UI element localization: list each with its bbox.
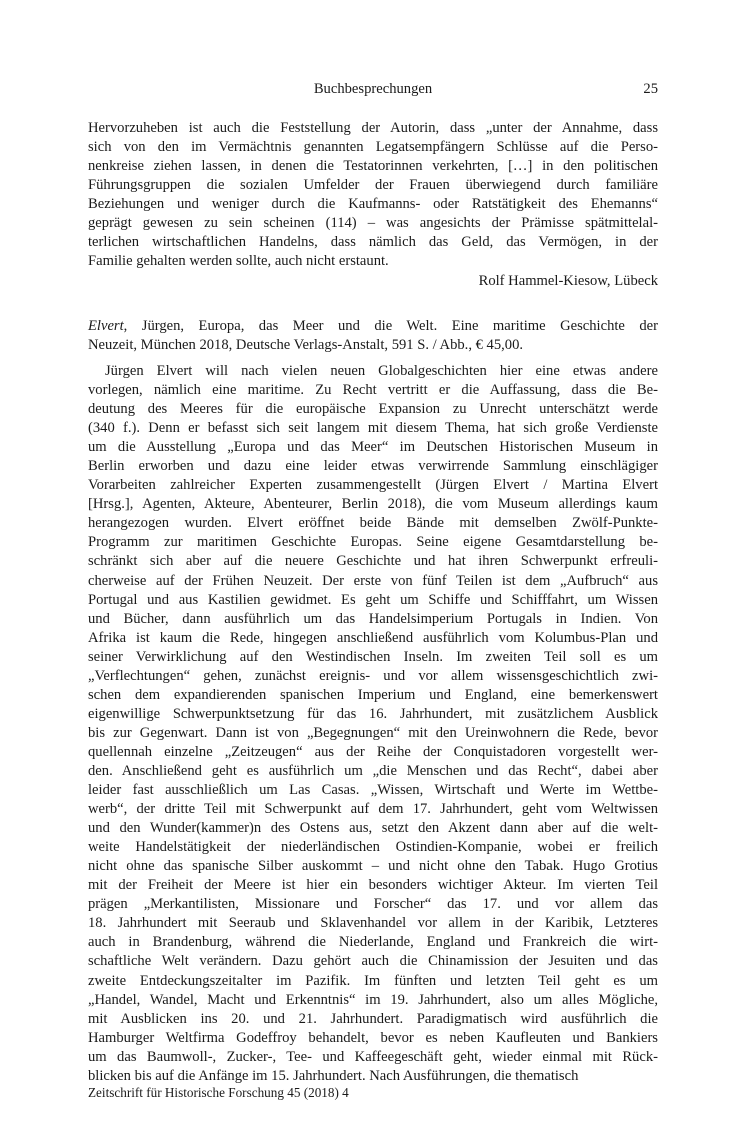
text-line: Berlin erworben und dazu eine leider etwas verwirrende Sammlung einschlägiger [88, 458, 658, 475]
text-line: mit Ausblicken ins 20. und 21. Jahrhundert. Paradigmatisch wird ausführlich die [88, 1010, 658, 1027]
text-line: weite Handelstätigkeit der niederländischen Ostindien-Kompanie, wobei er freilich [88, 839, 658, 856]
text-line: Führungsgruppen die sozialen Umfelder der Frauen überwiegend durch familiäre [88, 177, 658, 194]
text-line: Jürgen Elvert will nach vielen neuen Globalgeschichten hier eine etwas andere [105, 363, 658, 379]
text-line: terlichen wirtschaftlichen Handelns, dass nämlich das Geld, das Vermögen, in der [88, 234, 658, 251]
text-line: schen dem expandierenden spanischen Imperium und England, eine bemerkenswert [88, 686, 658, 703]
text-line: [Hrsg.], Agenten, Akteure, Abenteurer, Berlin 2018), die vom Museum allerdings kaum [88, 496, 658, 513]
text-line: nenkreise ziehen lassen, in denen die Testatorinnen verkehrten, […] in den politischen [88, 158, 658, 175]
text-line: „Verflechtungen“ gehen, zunächst ereignis- und vor allem wissensgeschichtlich zwi- [88, 667, 658, 684]
journal-footer: Zeitschrift für Historische Forschung 45 (2018) 4 [88, 1085, 349, 1100]
text-line: Portugal und aus Kastilien gewidmet. Es geht um Schiffe und Schifffahrt, um Wissen [88, 591, 658, 608]
text-line: werb“, der dritte Teil mit Schwerpunkt auf dem 17. Jahrhundert, geht vom Weltwissen [88, 801, 658, 818]
text-line: Programm zur maritimen Geschichte Europas. Seine eigene Gesamtdarstellung be- [88, 534, 658, 551]
running-header [88, 81, 658, 103]
text-line: um das Baumwoll-, Zucker-, Tee- und Kaffeegeschäft geht, wieder einmal mit Rück- [88, 1048, 658, 1065]
page-number: 25 [643, 81, 658, 97]
review-body-paragraph [88, 362, 658, 1086]
citation-author: Elvert [88, 318, 124, 334]
text-line: Vorarbeiten zahlreicher Experten zusammengestellt (Jürgen Elvert / Martina Elvert [88, 477, 658, 494]
text-line: schränkt sich aber auf die neuere Geschichte und hat ihren Schwerpunkt erfreuli- [88, 553, 658, 570]
text-line: Beziehungen und weniger durch die Kaufmanns- oder Ratstätigkeit des Ehemanns“ [88, 196, 658, 213]
book-citation [88, 317, 658, 355]
text-line: 18. Jahrhundert mit Seeraub und Sklavenhandel vor allem in der Karibik, Letzteres [88, 915, 658, 932]
text-line: und Bücher, dann ausführlich um das Handelsimperium Portugals in Indien. Von [88, 610, 658, 627]
text-line: prägen „Merkantilisten, Missionare und Forscher“ das 17. und vor allem das [88, 896, 658, 913]
text-line: bis zur Gegenwart. Dann ist von „Begegnungen“ mit den Ureinwohnern die Rede, bevor [88, 724, 658, 741]
text-line: cherweise auf der Frühen Neuzeit. Der erste von fünf Teilen ist dem „Aufbruch“ aus [88, 572, 658, 589]
text-line: den. Anschließend geht es ausführlich um „die Menschen und das Recht“, dabei aber [88, 762, 658, 779]
citation-line: Neuzeit, München 2018, Deutsche Verlags-Anstalt, 591 S. / Abb., € 45,00. [88, 337, 524, 354]
text-line: leider fast ausschließlich um Las Casas. „Wissen, Wirtschaft und Werte im Wettbe- [88, 782, 658, 799]
text-line: um die Ausstellung „Europa und das Meer“ im Deutschen Historischen Museum in [88, 439, 658, 456]
text-line: sich von den im Vermächtnis genannten Legatsempfängern Schlüsse auf die Perso- [88, 139, 658, 156]
text-line: blicken bis auf die Anfänge im 15. Jahrhundert. Nach Ausführungen, die thematisch [88, 1067, 579, 1084]
text-line: auch in Brandenburg, während die Niederlande, England und Frankreich die wirt- [88, 934, 658, 951]
running-title: Buchbesprechungen [313, 81, 433, 97]
text-line: schaftliche Welt verändern. Dazu gehört auch die Chinamission der Jesuiten und das [88, 953, 658, 970]
text-line: geprägt gewesen zu sein scheinen (114) – was angesichts der Prämisse spätmittelal- [88, 215, 658, 232]
text-line: Hamburger Weltfirma Godeffroy behandelt, bevor es neben Kaufleuten und Bankiers [88, 1029, 658, 1046]
text-line: herangezogen wurden. Elvert eröffnet beide Bände mit demselben Zwölf-Punkte- [88, 515, 658, 532]
text-line: Afrika ist kaum die Rede, hingegen anschließend ausführlich vom Kolumbus-Plan und [88, 629, 658, 646]
text-line: und den Wunder(kammer)n des Ostens aus, setzt den Akzent dann aber auf die welt- [88, 820, 658, 837]
text-line: (340 f.). Denn er befasst sich seit langem mit diesem Thema, hat sich große Verdienste [88, 420, 658, 437]
review-end-paragraph [88, 119, 658, 271]
text-line: seiner Verwirklichung auf den Westindischen Inseln. Im zweiten Teil soll es um [88, 648, 658, 665]
text-line: zweite Entdeckungszeitalter im Pazifik. Im fünften und letzten Teil geht es um [88, 972, 658, 989]
text-line: „Handel, Wandel, Macht und Erkenntnis“ im 19. Jahrhundert, also um alles Mögliche, [88, 991, 658, 1008]
text-line: eigenwillige Schwerpunktsetzung für das 16. Jahrhundert, mit zusätzlichem Ausblick [88, 705, 658, 722]
reviewer-signature: Rolf Hammel-Kiesow, Lübeck [478, 273, 658, 289]
text-line: nicht ohne das spanische Silber auskommt – und nicht ohne den Tabak. Hugo Grotius [88, 858, 658, 875]
text-line: mit der Freiheit der Meere ist hier ein besonders wichtiger Akteur. Im vierten Teil [88, 877, 658, 894]
text-line: quellennah einzelne „Zeitzeugen“ aus der Reihe der Conquistadoren vorgestellt wer- [88, 743, 658, 760]
citation-title: , Jürgen, Europa, das Meer und die Welt. Eine maritime Geschichte der [123, 318, 658, 334]
text-line: Familie gehalten werden sollte, auch nicht erstaunt. [88, 253, 389, 270]
text-line: deutung des Meeres für die europäische Expansion zu Unrecht unterschätzt werde [88, 401, 658, 418]
text-line: Hervorzuheben ist auch die Feststellung der Autorin, dass „unter der Annahme, dass [88, 120, 658, 136]
citation-line [88, 317, 658, 336]
text-line: vorlegen, nämlich eine maritime. Zu Recht vertritt er die Auffassung, dass die Be- [88, 382, 658, 399]
